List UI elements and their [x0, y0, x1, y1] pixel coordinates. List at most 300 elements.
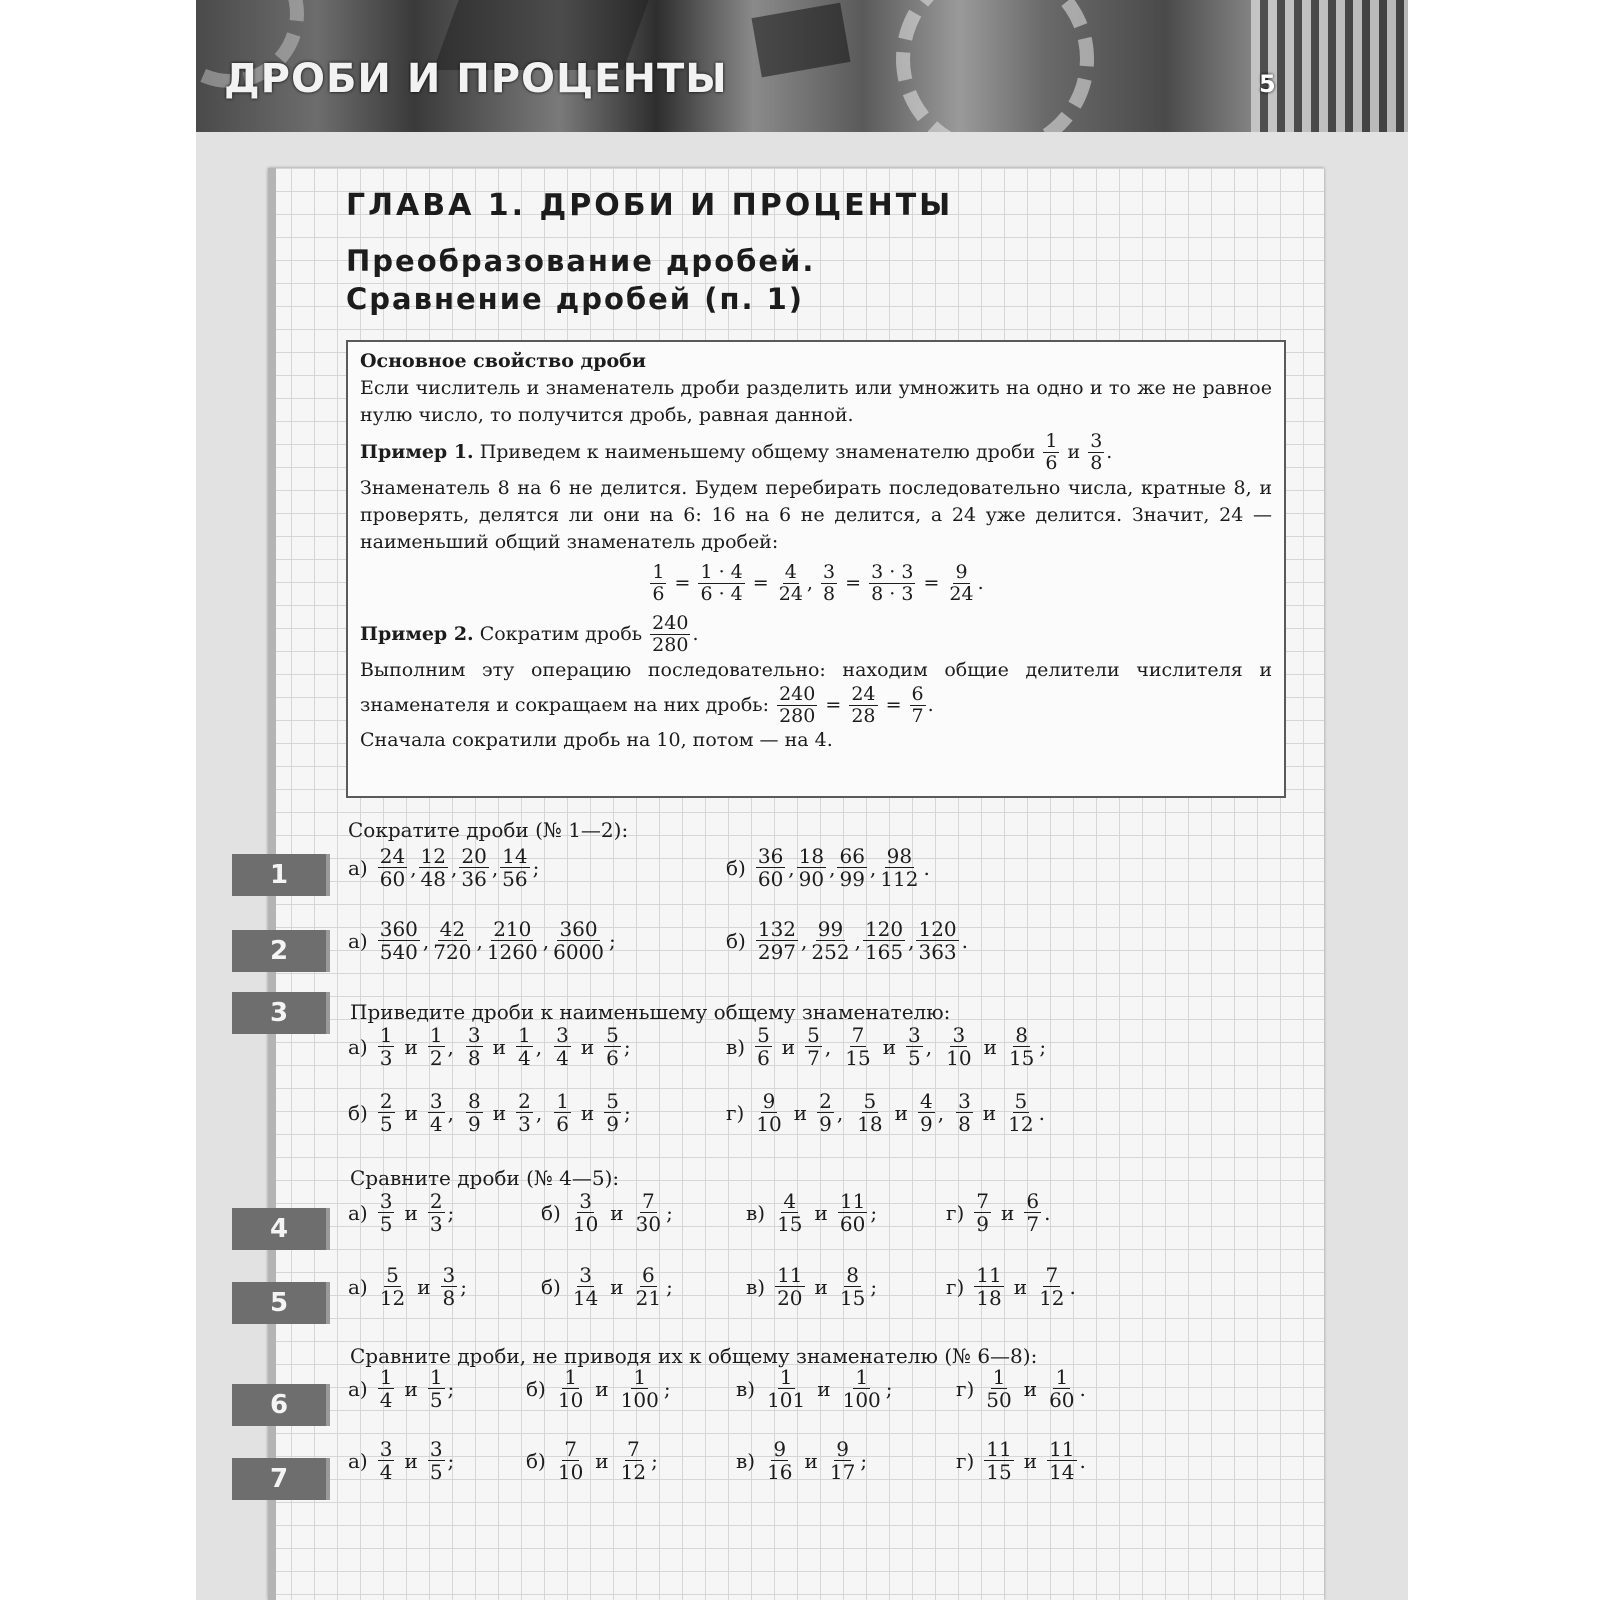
fraction-numerator: 2: [518, 1089, 531, 1113]
exercise-label: а): [348, 1274, 368, 1299]
fraction-numerator: 1: [379, 1023, 393, 1047]
fraction: [1037, 1264, 1066, 1310]
fraction-denominator: 24: [949, 582, 974, 605]
fraction: [459, 845, 488, 891]
fraction-numerator: 1: [779, 1365, 793, 1389]
fraction: [378, 1438, 395, 1484]
and-word: и: [781, 1034, 796, 1059]
fraction-denominator: 20: [777, 1286, 803, 1311]
fraction-denominator: 9: [976, 1212, 990, 1237]
fraction-numerator: 11: [1049, 1437, 1075, 1461]
comma: ,: [788, 855, 795, 880]
comma: ,: [451, 855, 458, 880]
fraction-denominator: 9: [468, 1112, 481, 1137]
fraction: [805, 1024, 822, 1070]
fraction: [378, 1190, 395, 1236]
fraction-numerator: 1: [379, 1365, 393, 1389]
fraction: [604, 1090, 621, 1136]
comma: ,: [937, 1100, 945, 1125]
comma: ,: [908, 928, 915, 953]
fraction: [837, 845, 866, 891]
fraction-numerator: 11: [986, 1437, 1012, 1461]
fraction-denominator: 5: [379, 1112, 393, 1137]
and-word: и: [1013, 1274, 1028, 1299]
fraction-denominator: 8 · 3: [871, 582, 914, 605]
fraction-denominator: 24: [778, 582, 803, 605]
fraction-denominator: 28: [851, 704, 876, 727]
and-word: и: [1001, 1200, 1015, 1225]
exercise-item: [526, 1366, 671, 1412]
fraction-numerator: 24: [379, 844, 406, 868]
fraction: [428, 1366, 445, 1412]
end-punctuation: ;: [1039, 1034, 1047, 1059]
fraction-denominator: 9: [819, 1112, 832, 1137]
and-word: и: [404, 1448, 418, 1473]
fraction: [1047, 1366, 1076, 1412]
fraction-numerator: 4: [784, 560, 797, 583]
comma: ,: [925, 1034, 933, 1059]
end-punctuation: ;: [609, 928, 616, 953]
exercise-label: б): [726, 928, 746, 953]
fraction-numerator: 3: [1090, 430, 1103, 452]
fraction: [619, 1438, 648, 1484]
fraction-denominator: 3: [379, 1046, 393, 1071]
fraction-numerator: 120: [864, 917, 904, 941]
fraction: [650, 613, 690, 657]
end-punctuation: .: [961, 928, 969, 953]
fraction-numerator: 5: [606, 1023, 619, 1047]
fraction-numerator: 1: [1055, 1365, 1069, 1389]
fraction-numerator: 7: [642, 1189, 655, 1213]
theory-heading: Основное свойство дроби: [360, 350, 646, 372]
end-punctuation: .: [1038, 1100, 1045, 1125]
comma: ,: [836, 1100, 844, 1125]
task-intro-common-denominator: Приведите дроби к наименьшему общему знаменателю:: [350, 1000, 951, 1024]
fraction: [906, 1024, 923, 1070]
exercise-label: а): [348, 1376, 368, 1401]
fraction-denominator: 99: [839, 867, 865, 892]
fraction: [775, 1264, 804, 1310]
fraction-denominator: 6: [556, 1112, 569, 1137]
comma: ,: [824, 1034, 832, 1059]
fraction-numerator: 14: [502, 844, 528, 868]
fraction: [756, 918, 798, 964]
fraction-denominator: 165: [864, 940, 904, 965]
and-word: и: [882, 1034, 897, 1059]
fraction: [821, 562, 837, 606]
section-title-line: Сравнение дробей (п. 1): [346, 282, 805, 316]
task-number-badge: 2: [232, 930, 326, 972]
task-intro-compare: Сравните дроби (№ 4—5):: [350, 1166, 620, 1190]
and-word: и: [492, 1034, 506, 1059]
comma: ,: [801, 928, 808, 953]
fraction-numerator: 3: [379, 1437, 393, 1461]
fraction-denominator: 21: [635, 1286, 662, 1311]
comma: ,: [829, 855, 836, 880]
fraction-numerator: 1: [556, 1089, 569, 1113]
fraction-numerator: 7: [1045, 1263, 1059, 1287]
fraction: [947, 562, 975, 606]
fraction: [765, 1438, 794, 1484]
fraction: [1007, 1024, 1036, 1070]
fraction: [817, 1090, 834, 1136]
fraction-denominator: 48: [420, 867, 446, 892]
exercise-label: в): [736, 1376, 756, 1401]
fraction-numerator: 3 · 3: [871, 560, 914, 583]
fraction-numerator: 9: [762, 1089, 776, 1113]
end-punctuation: ;: [663, 1376, 671, 1401]
banner-title: ДРОБИ И ПРОЦЕНТЫ: [224, 56, 728, 102]
task-intro-compare-no-common: Сравните дроби, не приводя их к общему знаменателю (№ 6—8):: [350, 1344, 1038, 1368]
fraction-denominator: 297: [757, 940, 797, 965]
fraction-numerator: 36: [757, 844, 784, 868]
exercise-item: [348, 918, 616, 964]
fraction-denominator: 60: [757, 867, 784, 892]
fraction-numerator: 4: [919, 1089, 933, 1113]
fraction: [878, 845, 920, 891]
fraction-numerator: 5: [1014, 1089, 1028, 1113]
fraction-numerator: 360: [379, 917, 418, 941]
fraction-numerator: 66: [839, 844, 865, 868]
fraction-denominator: 4: [517, 1046, 531, 1071]
and-word: и: [804, 1448, 818, 1473]
textbook-page: [196, 0, 1408, 1600]
fraction: [1024, 1190, 1041, 1236]
fraction: [554, 1024, 571, 1070]
fraction: [428, 1438, 445, 1484]
fraction-denominator: 8: [958, 1112, 971, 1137]
exercise-item: [348, 1366, 454, 1412]
fraction-denominator: 15: [1008, 1046, 1035, 1071]
fraction: [551, 918, 606, 964]
fraction-denominator: 8: [442, 1286, 456, 1311]
fraction: [441, 1264, 458, 1310]
section-title-line: Преобразование дробей.: [346, 244, 816, 278]
exercise-item: [746, 1190, 877, 1236]
fraction-numerator: 11: [839, 1189, 866, 1213]
fraction-numerator: 210: [493, 917, 532, 941]
exercise-item: [348, 1090, 631, 1136]
fraction: [516, 1024, 533, 1070]
fraction: [974, 1190, 991, 1236]
fraction: [754, 1090, 783, 1136]
exercise-label: г): [946, 1274, 965, 1299]
fraction-numerator: 3: [908, 1023, 921, 1047]
fraction: [956, 1090, 973, 1136]
end-punctuation: .: [1079, 1376, 1086, 1401]
fraction: [843, 1024, 872, 1070]
fraction: [863, 918, 905, 964]
fraction-numerator: 5: [863, 1089, 877, 1113]
fraction-numerator: 3: [579, 1189, 592, 1213]
comma: ,: [542, 928, 550, 953]
and-word: и: [580, 1034, 595, 1059]
exercise-label: г): [946, 1200, 965, 1225]
fraction-numerator: 3: [379, 1189, 393, 1213]
fraction: [378, 845, 407, 891]
fraction-denominator: 18: [976, 1286, 1002, 1311]
fraction-denominator: 5: [379, 1212, 393, 1237]
theory-rule: Если числитель и знаменатель дроби разделить или умножить на одно и то же не равное нулю число, то получится дробь, равная данной.: [360, 377, 1272, 426]
fraction: [604, 1024, 621, 1070]
exercise-label: а): [348, 1034, 368, 1059]
exercise-label: б): [348, 1100, 368, 1125]
end-punctuation: .: [1044, 1200, 1051, 1225]
fraction: [516, 1090, 533, 1136]
fraction: [485, 918, 540, 964]
fraction: [777, 562, 805, 606]
and-word: и: [404, 1200, 418, 1225]
fraction-numerator: 3: [952, 1023, 966, 1047]
fraction-denominator: 15: [845, 1046, 871, 1071]
fraction-numerator: 8: [1015, 1023, 1029, 1047]
fraction-denominator: 6000: [553, 940, 604, 965]
fraction: [556, 1438, 585, 1484]
comma: ,: [447, 1034, 454, 1059]
exercise-label: б): [541, 1200, 561, 1225]
fraction: [828, 1438, 857, 1484]
fraction-denominator: 5: [429, 1388, 443, 1413]
fraction-denominator: 50: [986, 1388, 1012, 1413]
end-punctuation: ;: [623, 1034, 631, 1059]
fraction-numerator: 1 · 4: [700, 560, 743, 583]
fraction-numerator: 1: [633, 1365, 647, 1389]
fraction: [841, 1366, 883, 1412]
fraction: [944, 1024, 973, 1070]
fraction: [571, 1190, 600, 1236]
exercise-item: [526, 1438, 658, 1484]
fraction-denominator: 60: [379, 867, 406, 892]
fraction-denominator: 18: [857, 1112, 883, 1137]
and-word: и: [793, 1100, 808, 1125]
fraction-denominator: 17: [829, 1460, 856, 1485]
and-word: и: [814, 1200, 828, 1225]
task-number-badge: 4: [232, 1208, 326, 1250]
comma: ,: [476, 928, 483, 953]
fraction-numerator: 98: [886, 844, 913, 868]
end-punctuation: ;: [860, 1448, 868, 1473]
fraction: [1043, 431, 1059, 475]
exercise-item: [746, 1264, 877, 1310]
exercise-item: [348, 1024, 631, 1070]
fraction-numerator: 6: [642, 1263, 655, 1287]
fraction-denominator: 540: [379, 940, 418, 965]
fraction-numerator: 1: [429, 1023, 443, 1047]
example-1-text: Приведем к наименьшему общему знаменателю дроби: [479, 440, 1036, 463]
fraction-denominator: 280: [652, 634, 689, 657]
fraction-numerator: 240: [779, 682, 816, 705]
task-number-badge: 5: [232, 1282, 326, 1324]
fraction-denominator: 3: [518, 1112, 531, 1137]
fraction-numerator: 3: [556, 1023, 569, 1047]
exercise-label: г): [956, 1376, 975, 1401]
fraction-numerator: 1: [855, 1365, 869, 1389]
comma: ,: [854, 928, 861, 953]
example-1-intro: Пример 1. Приведем к наименьшему общему знаменателю дроби $\frac{1}{6}$ и $\frac{3}{8}$ .: [360, 430, 1113, 475]
fraction-numerator: 6: [911, 682, 924, 705]
task-number-badge: 3: [232, 992, 326, 1034]
fraction-numerator: 5: [757, 1023, 770, 1047]
fraction: [765, 1366, 807, 1412]
fraction-numerator: 4: [783, 1189, 797, 1213]
fraction-denominator: 9: [919, 1112, 933, 1137]
fraction: [838, 1190, 867, 1236]
task-intro-reduce: Сократите дроби (№ 1—2):: [348, 818, 629, 842]
fraction-denominator: 60: [839, 1212, 866, 1237]
and-word: и: [894, 1100, 908, 1125]
end-punctuation: ;: [624, 1100, 631, 1125]
fraction-denominator: 6: [1045, 452, 1058, 475]
fraction-denominator: 15: [777, 1212, 803, 1237]
fraction: [809, 918, 851, 964]
exercise-label: а): [348, 1448, 368, 1473]
theory-box: [346, 340, 1286, 798]
end-punctuation: ;: [870, 1200, 878, 1225]
fraction-denominator: 6: [757, 1046, 770, 1071]
fraction-numerator: 1: [1045, 430, 1058, 452]
fraction-denominator: 4: [429, 1112, 443, 1137]
fraction-denominator: 4: [556, 1046, 569, 1071]
and-word: и: [595, 1448, 609, 1473]
exercise-item: [736, 1438, 867, 1484]
task-number-badge: 7: [232, 1458, 326, 1500]
fraction-denominator: 8: [823, 582, 836, 605]
fraction: [378, 1366, 395, 1412]
fraction: [916, 918, 958, 964]
task-number-badge: 1: [232, 854, 326, 896]
comma: ,: [447, 1100, 455, 1125]
fraction: [855, 1090, 884, 1136]
fraction-numerator: 7: [627, 1437, 640, 1461]
end-punctuation: ;: [447, 1448, 455, 1473]
fraction: [466, 1024, 483, 1070]
fraction-numerator: 9: [836, 1437, 849, 1461]
exercise-label: б): [526, 1448, 546, 1473]
end-punctuation: ;: [460, 1274, 468, 1299]
fraction: [378, 1264, 407, 1310]
fraction: [428, 1024, 445, 1070]
fraction: [918, 1090, 935, 1136]
and-word: и: [580, 1100, 595, 1125]
fraction-numerator: 5: [386, 1263, 399, 1287]
exercise-item: [348, 1438, 454, 1484]
fraction-denominator: 90: [798, 867, 825, 892]
fraction-denominator: 6 · 4: [700, 582, 743, 605]
fraction-denominator: 101: [767, 1388, 806, 1413]
fraction-denominator: 16: [767, 1460, 793, 1485]
fraction-numerator: 9: [955, 560, 968, 583]
end-punctuation: ;: [447, 1376, 455, 1401]
fraction-numerator: 3: [958, 1089, 971, 1113]
example-1-label: Пример 1.: [360, 440, 474, 463]
fraction: [910, 684, 926, 728]
fraction: [797, 845, 826, 891]
fraction-numerator: 2: [819, 1089, 832, 1113]
fraction: [378, 1024, 395, 1070]
fraction-denominator: 7: [911, 704, 924, 727]
fraction-numerator: 6: [1026, 1189, 1040, 1213]
fraction-denominator: 7: [807, 1046, 820, 1071]
fraction: [698, 562, 744, 606]
fraction-numerator: 7: [976, 1189, 990, 1213]
fraction-denominator: 363: [918, 940, 957, 965]
fraction: [466, 1090, 483, 1136]
fraction-denominator: 112: [880, 867, 919, 892]
and-word: и: [404, 1376, 418, 1401]
exercise-label: а): [348, 855, 368, 880]
fraction-numerator: 2: [379, 1089, 393, 1113]
fraction-numerator: 5: [807, 1023, 820, 1047]
fraction: [775, 1190, 804, 1236]
fraction-denominator: 14: [1049, 1460, 1075, 1485]
and-word: и: [1023, 1376, 1038, 1401]
fraction: [419, 845, 448, 891]
exercise-item: [956, 1438, 1086, 1484]
and-word: и: [1067, 440, 1081, 463]
fraction: [378, 1090, 395, 1136]
and-word: и: [982, 1100, 997, 1125]
fraction-denominator: 10: [572, 1212, 599, 1237]
fraction-denominator: 12: [620, 1460, 647, 1485]
end-punctuation: ;: [447, 1200, 455, 1225]
fraction: [634, 1264, 663, 1310]
end-punctuation: ;: [651, 1448, 658, 1473]
page-content: [196, 0, 1408, 1600]
fraction: [984, 1366, 1013, 1412]
fraction: [554, 1090, 571, 1136]
fraction: [571, 1264, 600, 1310]
fraction: [619, 1366, 661, 1412]
exercise-label: г): [956, 1448, 975, 1473]
end-punctuation: ;: [666, 1274, 673, 1299]
fraction-denominator: 14: [572, 1286, 599, 1311]
fraction-denominator: 280: [779, 704, 816, 727]
fraction-numerator: 240: [652, 612, 689, 635]
fraction-denominator: 60: [1049, 1388, 1075, 1413]
exercise-item: [726, 1024, 1046, 1070]
comma: ,: [410, 855, 417, 880]
fraction: [849, 684, 877, 728]
fraction-denominator: 6: [606, 1046, 619, 1071]
example-2-end: Сначала сократили дробь на 10, потом — на 4.: [360, 729, 833, 752]
fraction: [974, 1264, 1003, 1310]
fraction-numerator: 24: [851, 682, 876, 705]
fraction: [1047, 1438, 1076, 1484]
fraction-numerator: 99: [817, 917, 844, 941]
comma: ,: [535, 1100, 543, 1125]
fraction-denominator: 12: [1008, 1112, 1034, 1137]
and-word: и: [1023, 1448, 1038, 1473]
fraction-denominator: 1260: [486, 940, 538, 965]
fraction-numerator: 1: [517, 1023, 531, 1047]
exercise-label: б): [526, 1376, 546, 1401]
and-word: и: [817, 1376, 831, 1401]
exercise-item: [956, 1366, 1086, 1412]
fraction-denominator: 8: [467, 1046, 481, 1071]
exercise-item: [348, 845, 539, 891]
example-2-text: Сократим дробь: [479, 622, 643, 645]
example-2-body: Выполним эту операцию последовательно: находим общие делители числителя и знаменателя и сокращаем на них дробь: $\frac{240}{280}$ = $\frac{24}{28}$ = $\frac{6}{7}$ .: [360, 658, 1272, 727]
fraction-denominator: 5: [908, 1046, 921, 1071]
fraction: [378, 918, 420, 964]
fraction-denominator: 8: [1090, 452, 1103, 475]
fraction-denominator: 10: [756, 1112, 782, 1137]
fraction-denominator: 4: [379, 1460, 393, 1485]
fraction-denominator: 6: [652, 582, 665, 605]
fraction-denominator: 15: [986, 1460, 1012, 1485]
exercise-label: г): [726, 1100, 745, 1125]
and-word: и: [417, 1274, 431, 1299]
